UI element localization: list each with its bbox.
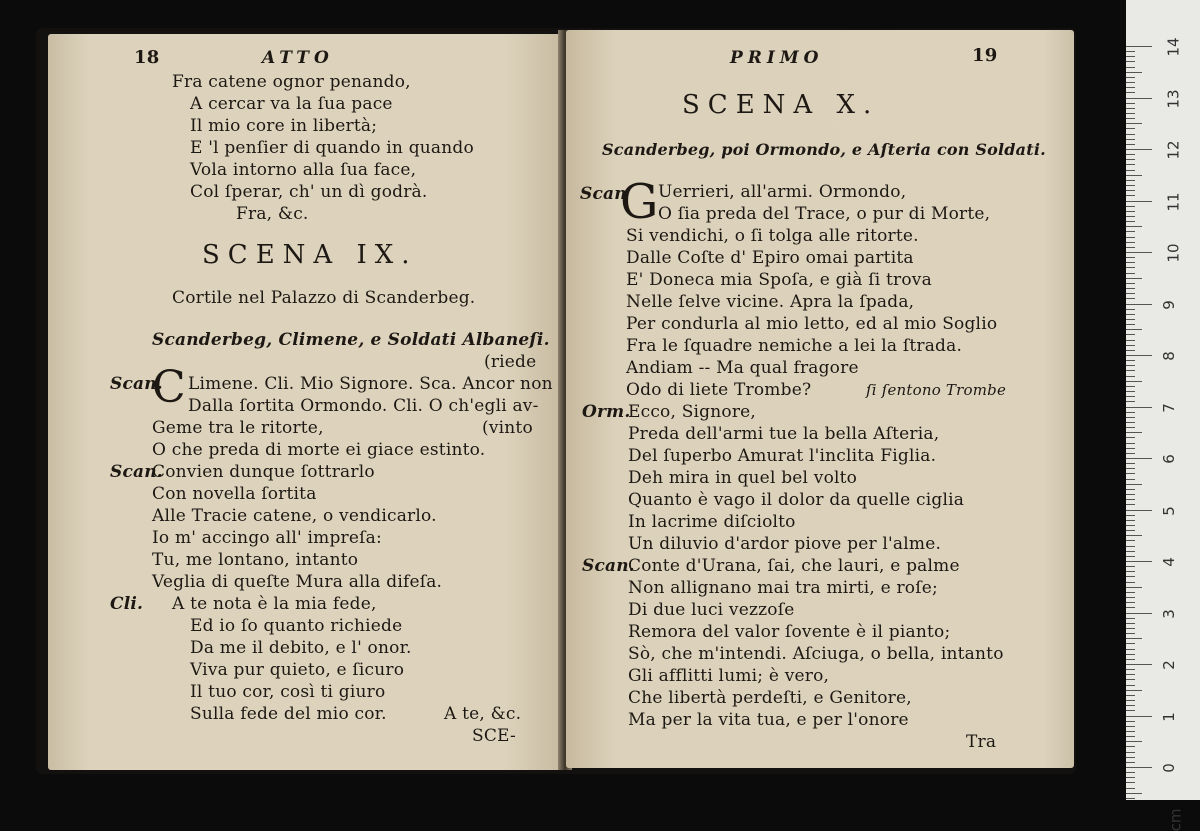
running-head: PRIMO bbox=[730, 48, 824, 68]
ruler-tick bbox=[1126, 77, 1135, 78]
ruler-tick bbox=[1126, 370, 1135, 371]
ruler-tick bbox=[1126, 185, 1135, 186]
ruler-tick bbox=[1126, 149, 1152, 150]
ruler-tick bbox=[1126, 355, 1152, 356]
stage-direction: ſi ſentono Trombe bbox=[866, 381, 1007, 399]
drop-cap: C bbox=[152, 362, 186, 413]
speaker-label: Scan. bbox=[110, 462, 163, 482]
aria-line: Vola intorno alla ſua face, bbox=[190, 160, 417, 180]
ruler-tick bbox=[1126, 103, 1135, 104]
dialogue-line: Gli afflitti lumi; è vero, bbox=[628, 666, 830, 686]
ruler-tick bbox=[1126, 592, 1135, 593]
ruler-tick bbox=[1126, 334, 1135, 335]
ruler-tick bbox=[1126, 262, 1135, 263]
ruler-tick bbox=[1126, 618, 1135, 619]
ruler-tick bbox=[1126, 247, 1135, 248]
dialogue-line: Di due luci vezzoſe bbox=[628, 600, 795, 620]
ruler-tick bbox=[1126, 288, 1135, 289]
ruler-tick bbox=[1126, 340, 1135, 341]
ruler-tick bbox=[1126, 257, 1135, 258]
ruler-tick bbox=[1126, 546, 1135, 547]
dialogue-line: Ed io ſo quanto richiede bbox=[190, 616, 403, 636]
dialogue-line: Un diluvio d'ardor piove per l'alme. bbox=[628, 534, 942, 554]
dialogue-line: Non allignano mai tra mirti, e roſe; bbox=[628, 578, 938, 598]
ruler-tick bbox=[1126, 365, 1135, 366]
ruler-number: 1 bbox=[1159, 711, 1178, 722]
dialogue-line: Remora del valor ſovente è il pianto; bbox=[628, 622, 951, 642]
ruler-tick bbox=[1126, 674, 1135, 675]
ruler-number: 2 bbox=[1159, 660, 1178, 670]
ruler-tick bbox=[1126, 278, 1142, 279]
dialogue-line: Sulla fede del mio cor. bbox=[190, 704, 387, 724]
ruler-tick bbox=[1126, 473, 1135, 474]
dialogue-line: Per condurla al mio letto, ed al mio Soglio bbox=[626, 314, 998, 334]
ruler-tick bbox=[1126, 458, 1152, 459]
dialogue-line: Il tuo cor, così ti giuro bbox=[190, 682, 386, 702]
ruler-tick bbox=[1126, 767, 1152, 768]
aria-line: A cercar va la ſua pace bbox=[190, 94, 393, 114]
line-continuation: (riede bbox=[484, 352, 537, 372]
ruler-tick bbox=[1126, 788, 1135, 789]
ruler-tick bbox=[1126, 710, 1135, 711]
scene-characters: Scanderbeg, poi Ormondo, e Aſteria con Soldati. bbox=[602, 140, 1046, 159]
ruler-tick bbox=[1126, 494, 1135, 495]
ruler-tick bbox=[1126, 61, 1135, 62]
ruler-tick bbox=[1126, 669, 1135, 670]
dialogue-line: Odo di liete Trombe? bbox=[626, 380, 812, 400]
ruler-tick bbox=[1126, 664, 1152, 665]
ruler-tick bbox=[1126, 309, 1135, 310]
drop-cap: G bbox=[620, 174, 659, 230]
ruler-tick bbox=[1126, 499, 1135, 500]
ruler-tick bbox=[1126, 504, 1135, 505]
ruler-tick bbox=[1126, 67, 1135, 68]
ruler-tick bbox=[1126, 381, 1142, 382]
ruler-tick bbox=[1126, 468, 1135, 469]
dialogue-line: Quanto è vago il dolor da quelle ciglia bbox=[628, 490, 965, 510]
ruler-tick bbox=[1126, 448, 1135, 449]
page-number: 19 bbox=[972, 45, 998, 66]
dialogue-line: Conte d'Urana, ſai, che lauri, e palme bbox=[628, 556, 960, 576]
line-continuation: (vinto bbox=[482, 418, 533, 438]
ruler-tick bbox=[1126, 437, 1135, 438]
ruler-tick bbox=[1126, 762, 1135, 763]
dialogue-line: Si vendichi, o ſi tolga alle ritorte. bbox=[626, 226, 919, 246]
right-page bbox=[566, 30, 1074, 768]
dialogue-line: O che preda di morte ei giace estinto. bbox=[152, 440, 486, 460]
ruler-tick bbox=[1126, 638, 1142, 639]
dialogue-line: Alle Tracie catene, o vendicarlo. bbox=[152, 506, 437, 526]
dialogue-line: Ecco, Signore, bbox=[628, 402, 757, 422]
dialogue-line: Dalla ſortita Ormondo. Cli. O ch'egli av- bbox=[188, 396, 539, 416]
dialogue-line: Uerrieri, all'armi. Ormondo, bbox=[658, 182, 907, 202]
ruler-tick bbox=[1126, 123, 1142, 124]
ruler-tick bbox=[1126, 231, 1135, 232]
ruler-tick bbox=[1126, 386, 1135, 387]
speaker-label: Scan. bbox=[582, 556, 635, 576]
ruler-tick bbox=[1126, 180, 1135, 181]
ruler-tick bbox=[1126, 46, 1152, 47]
ruler-number: 7 bbox=[1159, 402, 1178, 413]
ruler-tick bbox=[1126, 216, 1135, 217]
ruler-tick bbox=[1126, 654, 1135, 655]
ruler-tick bbox=[1126, 741, 1142, 742]
ruler-tick bbox=[1126, 87, 1135, 88]
ruler-tick bbox=[1126, 731, 1135, 732]
ruler-tick bbox=[1126, 376, 1135, 377]
ruler-tick bbox=[1126, 329, 1142, 330]
ruler-tick bbox=[1126, 226, 1142, 227]
ruler-tick bbox=[1126, 540, 1135, 541]
ruler-tick bbox=[1126, 108, 1135, 109]
ruler-tick bbox=[1126, 623, 1135, 624]
dialogue-line: Dalle Coſte d' Epiro omai partita bbox=[626, 248, 914, 268]
ruler-tick bbox=[1126, 242, 1135, 243]
ruler-tick bbox=[1126, 453, 1135, 454]
ruler-tick bbox=[1126, 221, 1135, 222]
ruler-tick bbox=[1126, 705, 1135, 706]
dialogue-line: Preda dell'armi tue la bella Aſteria, bbox=[628, 424, 940, 444]
ruler-number: 5 bbox=[1159, 505, 1178, 516]
ruler-number: 10 bbox=[1164, 243, 1183, 263]
ruler-tick bbox=[1126, 633, 1135, 634]
ruler-tick bbox=[1126, 746, 1135, 747]
ruler-tick bbox=[1126, 602, 1135, 603]
aria-line: E 'l penſier di quando in quando bbox=[190, 138, 474, 158]
ruler-tick bbox=[1126, 283, 1135, 284]
ruler-tick bbox=[1126, 757, 1135, 758]
catchword: SCE- bbox=[472, 726, 516, 746]
ruler-tick bbox=[1126, 726, 1135, 727]
ruler-tick bbox=[1126, 175, 1142, 176]
ruler-tick bbox=[1126, 407, 1152, 408]
ruler-tick bbox=[1126, 432, 1142, 433]
dialogue-line: O ſia preda del Trace, o pur di Morte, bbox=[658, 204, 991, 224]
ruler-number: 3 bbox=[1159, 608, 1178, 619]
ruler-tick bbox=[1126, 679, 1135, 680]
ruler-number: cm bbox=[1166, 808, 1185, 831]
ruler-tick bbox=[1126, 571, 1135, 572]
ruler-tick bbox=[1126, 463, 1135, 464]
ruler-tick bbox=[1126, 561, 1152, 562]
ruler-tick bbox=[1126, 345, 1135, 346]
ruler-tick bbox=[1126, 195, 1135, 196]
speaker-label: Orm. bbox=[582, 402, 631, 422]
ruler-tick bbox=[1126, 324, 1135, 325]
ruler-tick bbox=[1126, 556, 1135, 557]
ruler-tick bbox=[1126, 525, 1135, 526]
ruler-tick bbox=[1126, 422, 1135, 423]
ruler-tick bbox=[1126, 530, 1135, 531]
dialogue-line: Viva pur quieto, e ſicuro bbox=[190, 660, 405, 680]
dialogue-line: Sò, che m'intendi. Aſciuga, o bella, intanto bbox=[628, 644, 1004, 664]
ruler-tick bbox=[1126, 139, 1135, 140]
ruler-tick bbox=[1126, 92, 1135, 93]
ruler-tick bbox=[1126, 51, 1135, 52]
scene-title: SCENA IX. bbox=[202, 240, 418, 270]
dialogue-line: In lacrime diſciolto bbox=[628, 512, 796, 532]
ruler-tick bbox=[1126, 443, 1135, 444]
ruler-tick bbox=[1126, 772, 1135, 773]
ruler-tick bbox=[1126, 319, 1135, 320]
dialogue-line: Veglia di queſte Mura alla difeſa. bbox=[152, 572, 443, 592]
ruler-tick bbox=[1126, 128, 1135, 129]
ruler-tick bbox=[1126, 535, 1142, 536]
aria-line: Col ſperar, ch' un dì godrà. bbox=[190, 182, 428, 202]
ruler-tick bbox=[1126, 613, 1152, 614]
ruler-tick bbox=[1126, 721, 1135, 722]
ruler-number: 9 bbox=[1159, 299, 1178, 310]
ruler-tick bbox=[1126, 293, 1135, 294]
aria-line: Il mio core in libertà; bbox=[190, 116, 378, 136]
ruler-tick bbox=[1126, 427, 1135, 428]
ruler-tick bbox=[1126, 170, 1135, 171]
ruler-number: 8 bbox=[1159, 351, 1178, 361]
ruler-tick bbox=[1126, 304, 1152, 305]
aria-line: Fra catene ognor penando, bbox=[172, 72, 411, 92]
dialogue-line: Del ſuperbo Amurat l'inclita Figlia. bbox=[628, 446, 937, 466]
ruler-number: 12 bbox=[1164, 140, 1183, 160]
catchword: Tra bbox=[966, 732, 997, 752]
ruler-tick bbox=[1126, 154, 1135, 155]
ruler-tick bbox=[1126, 159, 1135, 160]
ruler-tick bbox=[1126, 752, 1135, 753]
ruler-tick bbox=[1126, 566, 1135, 567]
ruler-tick bbox=[1126, 273, 1135, 274]
ruler-number: 11 bbox=[1164, 191, 1183, 212]
dialogue-line: E' Doneca mia Spoſa, e già ſi trova bbox=[626, 270, 932, 290]
ruler-number: 14 bbox=[1164, 37, 1183, 57]
running-head: ATTO bbox=[262, 48, 334, 68]
ruler-tick bbox=[1126, 515, 1135, 516]
ruler-tick bbox=[1126, 298, 1135, 299]
dialogue-line: Da me il debito, e l' onor. bbox=[190, 638, 412, 658]
ruler-tick bbox=[1126, 690, 1142, 691]
ruler-tick bbox=[1126, 649, 1135, 650]
ruler-number: 13 bbox=[1164, 88, 1183, 109]
ruler-tick bbox=[1126, 510, 1152, 511]
scene-setting: Cortile nel Palazzo di Scanderbeg. bbox=[172, 288, 476, 308]
dialogue-line: Con novella ſortita bbox=[152, 484, 317, 504]
ruler-tick bbox=[1126, 597, 1135, 598]
dialogue-line: Andiam -- Ma qual fragore bbox=[626, 358, 859, 378]
ruler-tick bbox=[1126, 98, 1152, 99]
dialogue-line: A te nota è la mia fede, bbox=[172, 594, 377, 614]
ruler-tick bbox=[1126, 190, 1135, 191]
ruler-tick bbox=[1126, 391, 1135, 392]
ruler-tick bbox=[1126, 396, 1135, 397]
measurement-ruler bbox=[1126, 0, 1200, 831]
ruler-tick bbox=[1126, 607, 1135, 608]
dialogue-line: Ma per la vita tua, e per l'onore bbox=[628, 710, 909, 730]
dialogue-line: Limene. Cli. Mio Signore. Sca. Ancor non bbox=[188, 374, 553, 394]
speaker-label: Cli. bbox=[110, 594, 144, 614]
ruler-tick bbox=[1126, 72, 1142, 73]
scene-title: SCENA X. bbox=[682, 90, 880, 120]
aria-end: A te, &c. bbox=[444, 704, 522, 724]
ruler-tick bbox=[1126, 582, 1135, 583]
ruler-tick bbox=[1126, 360, 1135, 361]
ruler-tick bbox=[1126, 206, 1135, 207]
page-number: 18 bbox=[134, 47, 160, 68]
ruler-tick bbox=[1126, 793, 1142, 794]
ruler-tick bbox=[1126, 685, 1135, 686]
ruler-tick bbox=[1126, 520, 1135, 521]
left-page bbox=[48, 34, 566, 770]
speaker-label: Scan. bbox=[110, 374, 163, 394]
speaker-label: Scan bbox=[580, 184, 627, 204]
ruler-tick bbox=[1126, 164, 1135, 165]
ruler-number: 6 bbox=[1159, 454, 1178, 464]
ruler-number: 4 bbox=[1159, 557, 1178, 567]
dialogue-line: Io m' accingo all' impreſa: bbox=[152, 528, 382, 548]
ruler-tick bbox=[1126, 643, 1135, 644]
ruler-tick bbox=[1126, 144, 1135, 145]
ruler-tick bbox=[1126, 267, 1135, 268]
ruler-tick bbox=[1126, 576, 1135, 577]
dialogue-line: Geme tra le ritorte, bbox=[152, 418, 324, 438]
ruler-tick bbox=[1126, 489, 1135, 490]
ruler-tick bbox=[1126, 412, 1135, 413]
aria-line: Fra, &c. bbox=[236, 204, 309, 224]
dialogue-line: Tu, me lontano, intanto bbox=[152, 550, 359, 570]
dialogue-line: Nelle ſelve vicine. Apra la ſpada, bbox=[626, 292, 915, 312]
ruler-tick bbox=[1126, 113, 1135, 114]
ruler-tick bbox=[1126, 314, 1135, 315]
ruler-tick bbox=[1126, 736, 1135, 737]
ruler-tick bbox=[1126, 777, 1135, 778]
ruler-tick bbox=[1126, 211, 1135, 212]
ruler-tick bbox=[1126, 484, 1142, 485]
ruler-tick bbox=[1126, 700, 1135, 701]
ruler-tick bbox=[1126, 118, 1135, 119]
ruler-tick bbox=[1126, 659, 1135, 660]
ruler-tick bbox=[1126, 417, 1135, 418]
ruler-number: 0 bbox=[1159, 763, 1178, 773]
scene-characters: Scanderbeg, Climene, e Soldati Albaneſi. bbox=[152, 330, 550, 350]
ruler-tick bbox=[1126, 237, 1135, 238]
ruler-tick bbox=[1126, 252, 1152, 253]
ruler-tick bbox=[1126, 350, 1135, 351]
ruler-tick bbox=[1126, 798, 1135, 799]
dialogue-line: Deh mira in quel bel volto bbox=[628, 468, 858, 488]
ruler-tick bbox=[1126, 628, 1135, 629]
ruler-tick bbox=[1126, 551, 1135, 552]
dialogue-line: Fra le ſquadre nemiche a lei la ſtrada. bbox=[626, 336, 963, 356]
ruler-tick bbox=[1126, 401, 1135, 402]
ruler-tick bbox=[1126, 201, 1152, 202]
ruler-tick bbox=[1126, 134, 1135, 135]
dialogue-line: Convien dunque ſottrarlo bbox=[152, 462, 375, 482]
ruler-tick bbox=[1126, 587, 1142, 588]
ruler-tick bbox=[1126, 695, 1135, 696]
ruler-tick bbox=[1126, 82, 1135, 83]
ruler-tick bbox=[1126, 56, 1135, 57]
ruler-tick bbox=[1126, 782, 1135, 783]
dialogue-line: Che libertà perdeſti, e Genitore, bbox=[628, 688, 912, 708]
ruler-tick bbox=[1126, 479, 1135, 480]
ruler-tick bbox=[1126, 716, 1152, 717]
